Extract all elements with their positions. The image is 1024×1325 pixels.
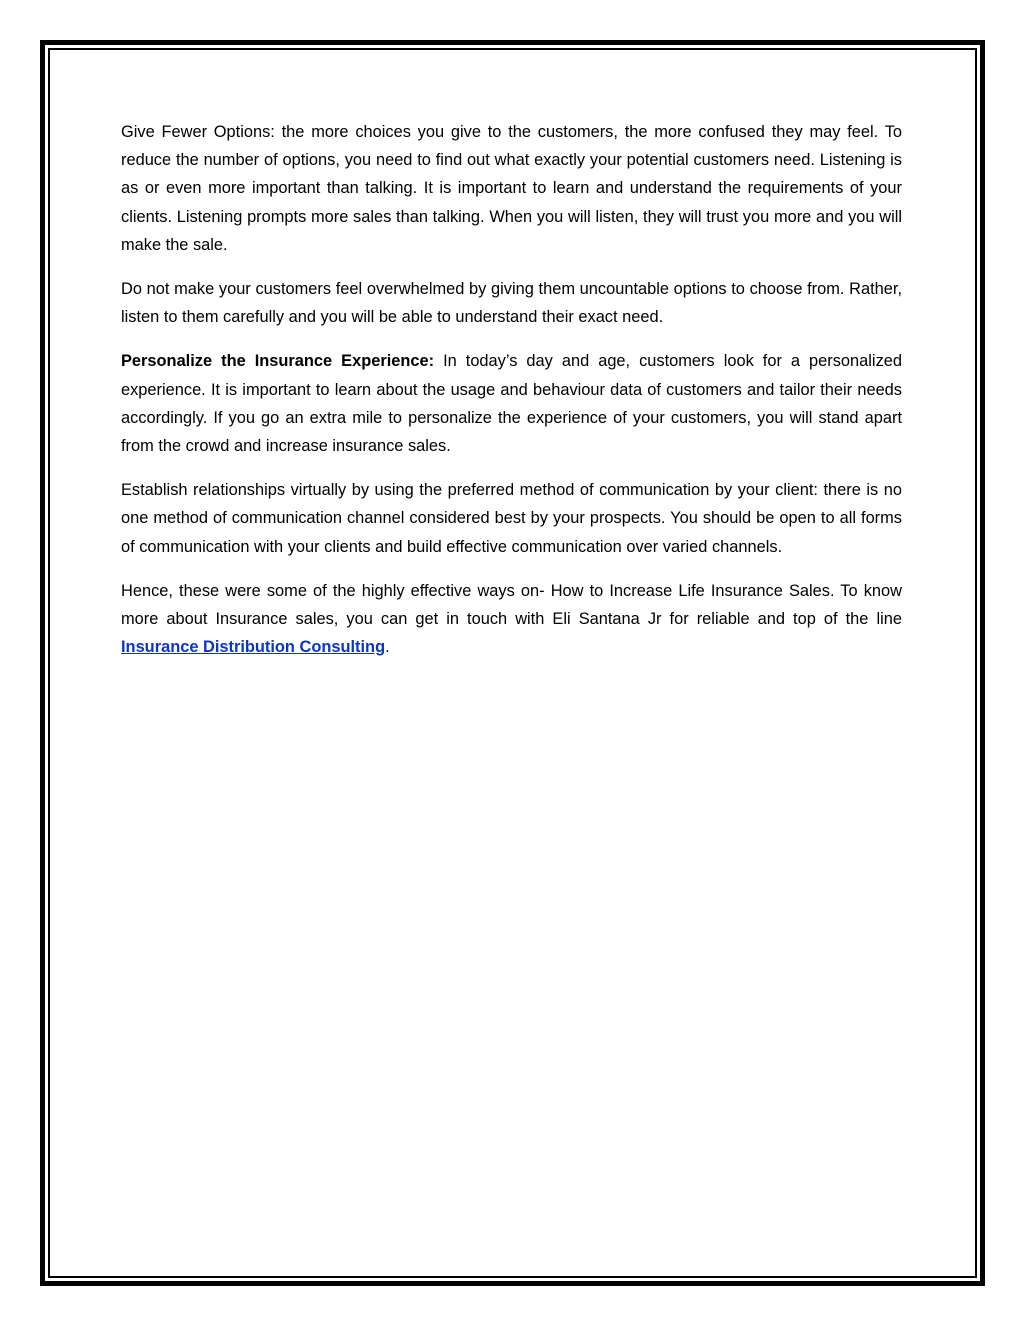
paragraph-personalize [121, 347, 902, 460]
paragraph-text: Give Fewer Options: the more choices you give to the customers, the more confused they may feel. To reduce the number of options, you need to find out what exactly your potential customers need. Listening is as or even more important than talking. It is important to learn and understand the requirements of your clients. Listening prompts more sales than talking. When you will listen, they will trust you more and you will make the sale. [121, 123, 902, 254]
paragraph-conclusion [121, 577, 902, 662]
paragraph-end: . [385, 638, 390, 657]
paragraph-do-not-overwhelm [121, 275, 902, 331]
paragraph-give-fewer-options [121, 118, 902, 259]
paragraph-text: Hence, these were some of the highly effective ways on- How to Increase Life Insurance Sales. To know more about Insurance sales, you can get in touch with Eli Santana Jr for reliable and top of the line [121, 581, 902, 629]
paragraph-heading: Personalize the Insurance Experience: [121, 352, 435, 371]
paragraph-text: Do not make your customers feel overwhelmed by giving them uncountable options to choose from. Rather, listen to them carefully and you will be able to understand their exact need. [121, 280, 902, 327]
paragraph-establish-relationships [121, 476, 902, 561]
document-body [121, 118, 902, 677]
insurance-distribution-consulting-link[interactable]: Insurance Distribution Consulting [121, 638, 386, 657]
paragraph-text: In today’s day and age, customers look for a personalized experience. It is important to learn about the usage and behaviour data of customers and tailor their needs accordingly. If you go an extra mile to personalize the experience of your customers, you will stand apart from the crowd and increase insurance sales. [121, 352, 902, 456]
paragraph-text: Establish relationships virtually by using the preferred method of communication by your client: there is no one method of communication channel considered best by your prospects. You should be open to all forms of communication with your clients and build effective communication over varied channels. [121, 481, 902, 556]
